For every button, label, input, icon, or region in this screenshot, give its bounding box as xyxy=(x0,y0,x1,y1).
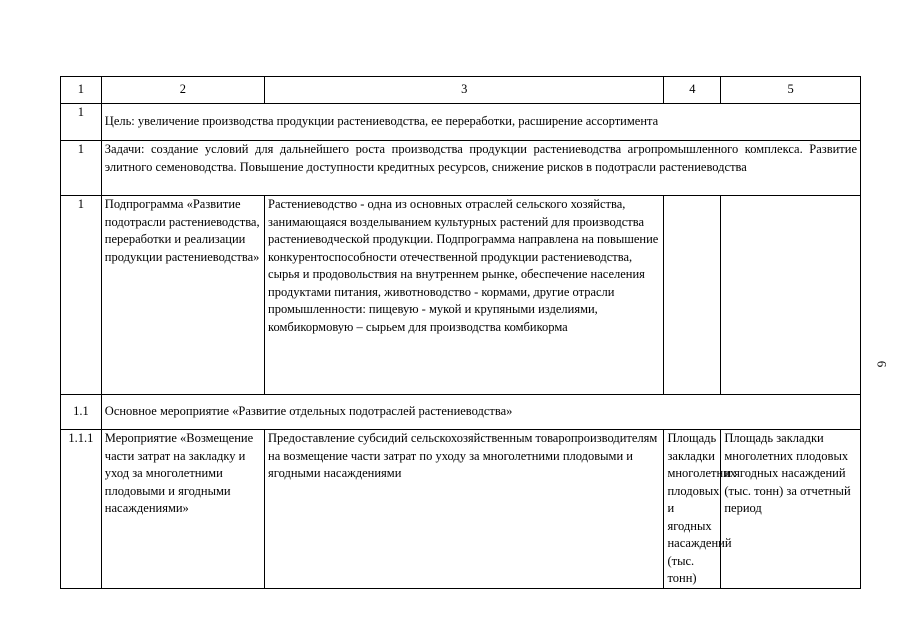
main-event-row xyxy=(61,395,861,430)
tasks-text: Задачи: создание условий для дальнейшего роста производства продукции растениеводства агропромышленного комплекса. Развитие элитного семеноводства. Повышение доступности кредитных ресурсов, снижение рисков в подотрасли растениеводства xyxy=(101,141,860,196)
header-cell-3: 3 xyxy=(265,77,664,104)
event-row xyxy=(61,430,861,589)
page-number: 6 xyxy=(874,360,890,368)
goal-row xyxy=(61,104,861,141)
tasks-number: 1 xyxy=(61,141,102,196)
header-cell-4: 4 xyxy=(664,77,721,104)
event-number: 1.1.1 xyxy=(61,430,102,589)
event-indicator: Площадь закладки многолетних плодовых и ягодных насаждений (тыс. тонн) xyxy=(664,430,721,589)
event-name: Мероприятие «Возмещение части затрат на закладку и уход за многолетними плодовыми и ягодными насаждениями» xyxy=(101,430,264,589)
program-table xyxy=(60,76,861,589)
event-description: Предоставление субсидий сельскохозяйственным товаропроизводителям на возмещение части затрат по уходу за многолетними плодовыми и ягодными насаждениями xyxy=(265,430,664,589)
header-cell-5: 5 xyxy=(721,77,861,104)
goal-text: Цель: увеличение производства продукции растениеводства, ее переработки, расширение ассортимента xyxy=(101,104,860,141)
subprogram-col5 xyxy=(721,196,861,395)
main-event-text: Основное мероприятие «Развитие отдельных подотраслей растениеводства» xyxy=(101,395,860,430)
main-event-number: 1.1 xyxy=(61,395,102,430)
goal-number: 1 xyxy=(61,104,102,141)
subprogram-name: Подпрограмма «Развитие подотрасли растениеводства, переработки и реализации продукции растениеводства» xyxy=(101,196,264,395)
header-row xyxy=(61,77,861,104)
subprogram-description: Растениеводство - одна из основных отраслей сельского хозяйства, занимающаяся возделыванием культурных растений для производства растениеводческой продукции. Подпрограмма направлена на повышение конкурентоспособности отечественной продукции растениеводства, сырья и продовольствия на внутреннем рынке, обеспечение населения продуктами питания, животноводство - кормами, другие отрасли промышленности: пищевую - мукой и крупяными изделиями, комбикормовую – сырьем для производства комбикорма xyxy=(265,196,664,395)
event-unit: Площадь закладки многолетних плодовых и ягодных насаждений (тыс. тонн) за отчетный период xyxy=(721,430,861,589)
header-cell-2: 2 xyxy=(101,77,264,104)
header-cell-1: 1 xyxy=(61,77,102,104)
subprogram-number: 1 xyxy=(61,196,102,395)
subprogram-row xyxy=(61,196,861,395)
tasks-row xyxy=(61,141,861,196)
subprogram-col4 xyxy=(664,196,721,395)
